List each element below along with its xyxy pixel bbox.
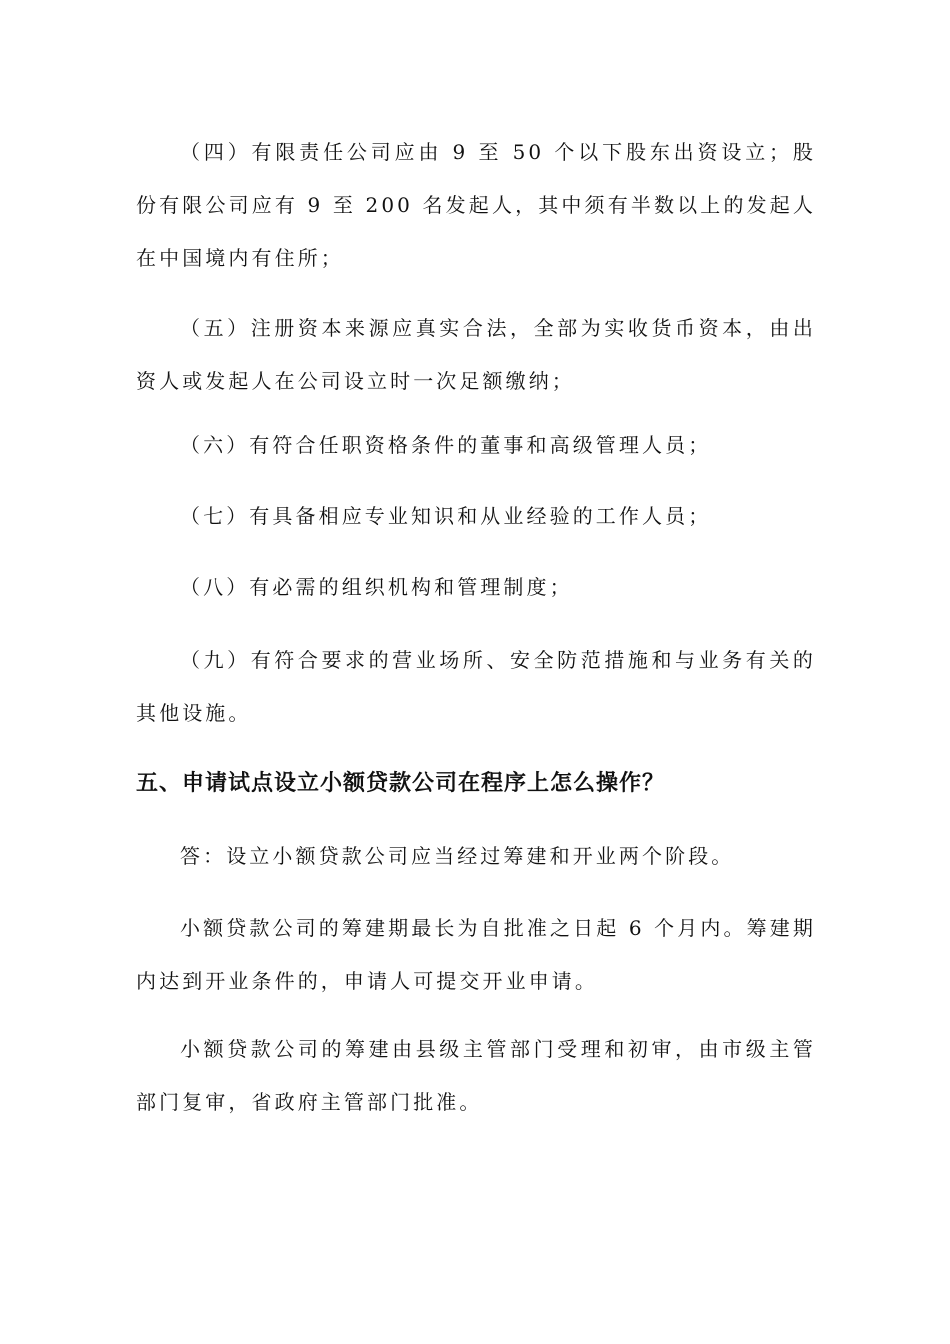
answer-paragraph: 答：设立小额贷款公司应当经过筹建和开业两个阶段。 bbox=[180, 844, 735, 868]
paragraph-item-5: （五）注册资本来源应真实合法，全部为实收货币资本，由出资人或发起人在公司设立时一次足额缴纳； bbox=[136, 316, 816, 393]
section-heading: 五、申请试点设立小额贷款公司在程序上怎么操作？ bbox=[136, 771, 666, 796]
preparation-period-paragraph: 小额贷款公司的筹建期最长为自批准之日起 6 个月内。筹建期内达到开业条件的，申请人可提交开业申请。 bbox=[136, 916, 816, 993]
paragraph-item-7: （七）有具备相应专业知识和从业经验的工作人员； bbox=[180, 504, 712, 528]
paragraph-item-8: （八）有必需的组织机构和管理制度； bbox=[180, 575, 573, 599]
approval-process-paragraph: 小额贷款公司的筹建由县级主管部门受理和初审，由市级主管部门复审，省政府主管部门批准。 bbox=[136, 1037, 816, 1114]
paragraph-item-9: （九）有符合要求的营业场所、安全防范措施和与业务有关的其他设施。 bbox=[136, 648, 816, 725]
paragraph-item-4: （四）有限责任公司应由 9 至 50 个以下股东出资设立；股份有限公司应有 9 至 200 名发起人，其中须有半数以上的发起人在中国境内有住所； bbox=[136, 140, 816, 270]
paragraph-item-6: （六）有符合任职资格条件的董事和高级管理人员； bbox=[180, 433, 712, 457]
